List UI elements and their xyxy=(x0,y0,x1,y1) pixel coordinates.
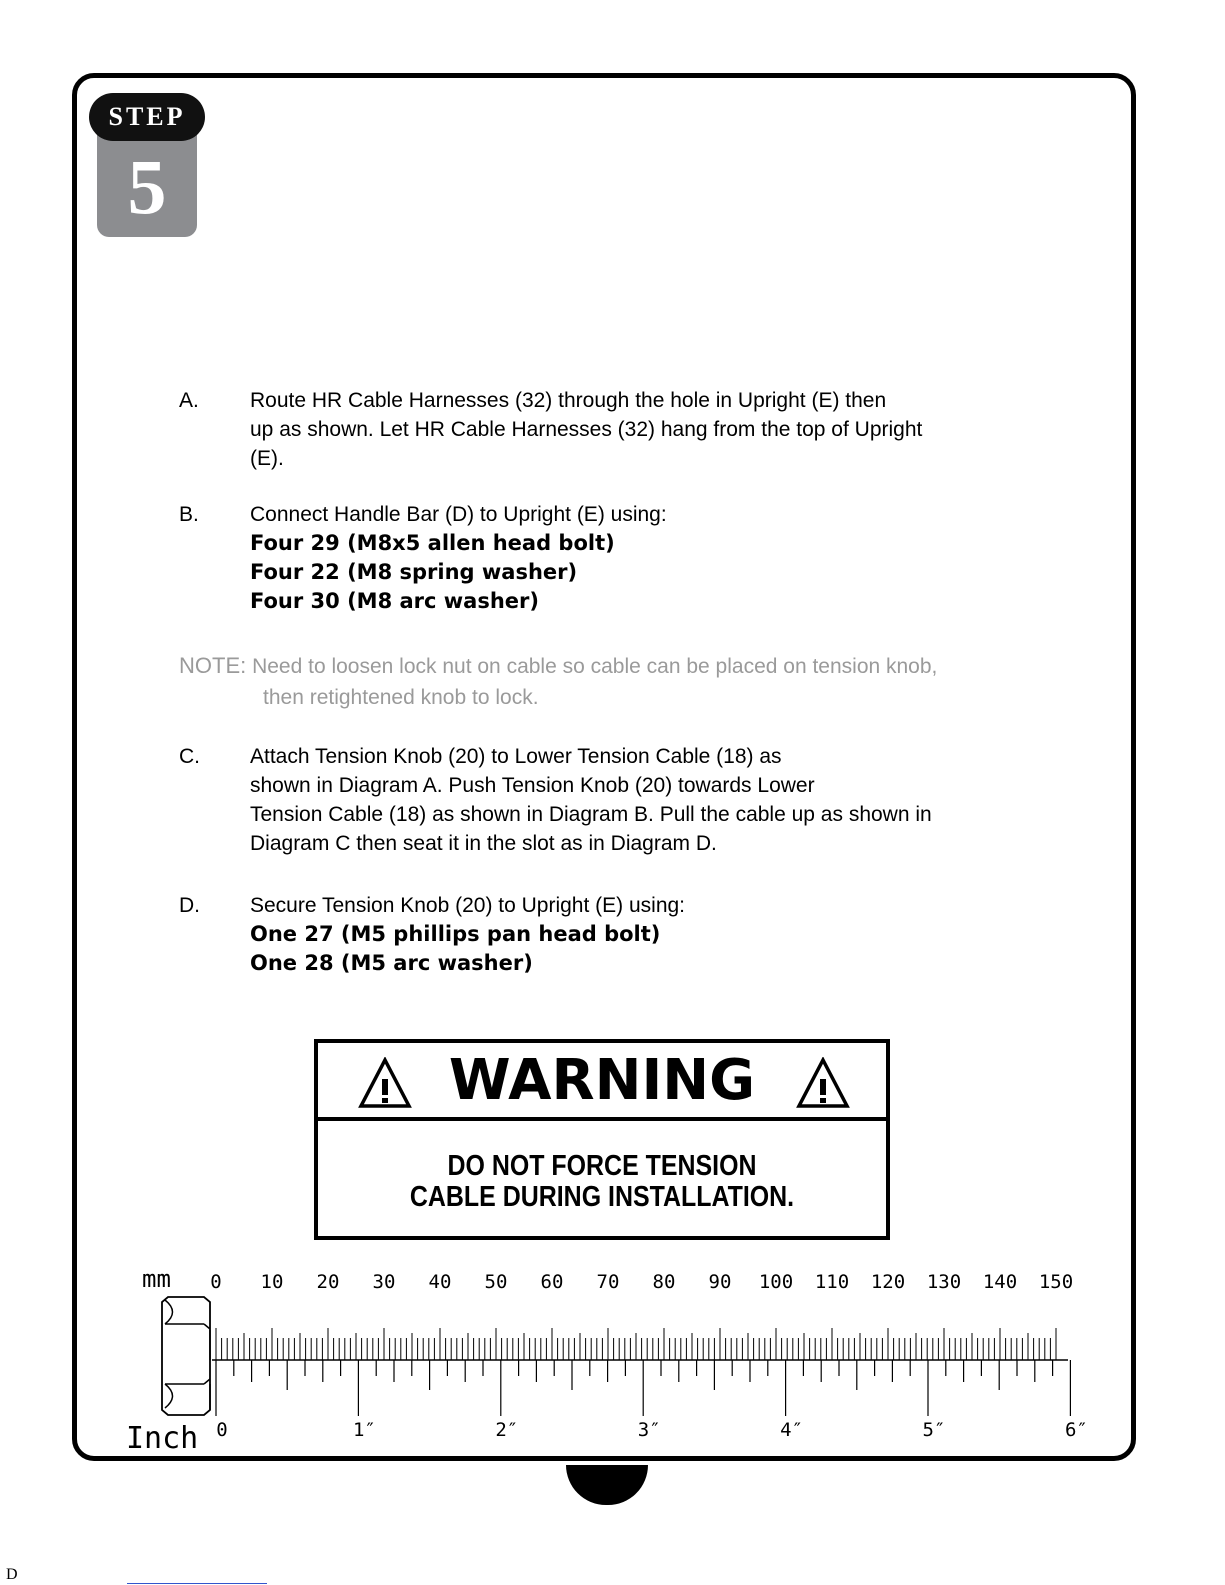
instruction-line: (E). xyxy=(250,447,284,470)
inch-scale-labels xyxy=(216,1419,1088,1441)
step-label: STEP xyxy=(89,93,205,141)
mm-tick-label: 140 xyxy=(982,1271,1018,1293)
hardware-line: One 27 (M5 phillips pan head bolt) xyxy=(250,922,661,946)
mm-ticks xyxy=(216,1328,1056,1360)
step-badge xyxy=(89,93,205,239)
note-line-2: then retightened knob to lock. xyxy=(263,686,539,709)
mm-tick-label: 40 xyxy=(428,1271,452,1293)
hardware-line: Four 30 (M8 arc washer) xyxy=(250,589,539,613)
measurement-ruler xyxy=(120,1262,1110,1462)
bolt-head-icon xyxy=(162,1297,210,1415)
inch-ticks xyxy=(216,1360,1070,1416)
note xyxy=(179,650,1079,713)
inch-tick-label: 6″ xyxy=(1064,1419,1088,1441)
mm-tick-label: 90 xyxy=(708,1271,732,1293)
footer-letter: D xyxy=(6,1566,18,1583)
mm-label: mm xyxy=(142,1265,171,1293)
instruction-letter: D. xyxy=(179,894,200,917)
instruction-line: Secure Tension Knob (20) to Upright (E) using: xyxy=(250,894,686,917)
hardware-line: Four 29 (M8x5 allen head bolt) xyxy=(250,531,615,555)
mm-scale-labels xyxy=(210,1271,1073,1293)
mm-tick-label: 100 xyxy=(758,1271,794,1293)
inch-tick-label: 5″ xyxy=(922,1419,946,1441)
hardware-line: One 28 (M5 arc washer) xyxy=(250,951,533,975)
mm-tick-label: 30 xyxy=(372,1271,396,1293)
footer-link-underline xyxy=(127,1583,267,1584)
note-line-1: Need to loosen lock nut on cable so cable can be placed on tension knob, xyxy=(246,655,938,678)
instruction-line: Route HR Cable Harnesses (32) through the hole in Upright (E) then xyxy=(250,389,887,412)
mm-tick-label: 60 xyxy=(540,1271,564,1293)
warning-line-2: CABLE DURING INSTALLATION. xyxy=(409,1181,795,1213)
instruction-letter: B. xyxy=(179,503,199,526)
mm-tick-label: 150 xyxy=(1038,1271,1074,1293)
mm-tick-label: 20 xyxy=(316,1271,340,1293)
inch-tick-label: 3″ xyxy=(637,1419,661,1441)
warning-title: WARNING xyxy=(448,1048,756,1113)
warning-box xyxy=(314,1039,890,1240)
instruction-line: up as shown. Let HR Cable Harnesses (32) hang from the top of Upright xyxy=(250,418,923,441)
warning-header xyxy=(318,1043,886,1121)
inch-tick-label: 2″ xyxy=(495,1419,519,1441)
mm-tick-label: 50 xyxy=(484,1271,508,1293)
inch-label: Inch xyxy=(126,1421,199,1456)
inch-tick-label: 4″ xyxy=(780,1419,804,1441)
page-tab xyxy=(566,1465,648,1505)
instruction-letter: C. xyxy=(179,745,200,768)
step-number: 5 xyxy=(127,143,167,230)
mm-tick-label: 110 xyxy=(814,1271,850,1293)
warning-message xyxy=(358,1151,846,1213)
mm-tick-label: 120 xyxy=(870,1271,906,1293)
inch-tick-label: 1″ xyxy=(352,1419,376,1441)
instruction-line: shown in Diagram A. Push Tension Knob (20) towards Lower xyxy=(250,774,815,797)
inch-tick-label: 0 xyxy=(216,1419,228,1441)
hardware-line: Four 22 (M8 spring washer) xyxy=(250,560,578,584)
mm-tick-label: 70 xyxy=(596,1271,620,1293)
instruction-line: Diagram C then seat it in the slot as in Diagram D. xyxy=(250,832,717,855)
warning-line-1: DO NOT FORCE TENSION xyxy=(447,1150,757,1182)
note-label: NOTE: xyxy=(179,653,247,678)
mm-tick-label: 80 xyxy=(652,1271,676,1293)
mm-tick-label: 10 xyxy=(260,1271,284,1293)
mm-tick-label: 130 xyxy=(926,1271,962,1293)
warning-triangle-icon xyxy=(796,1057,850,1109)
instruction-line: Attach Tension Knob (20) to Lower Tension Cable (18) as xyxy=(250,745,782,768)
instruction-line: Tension Cable (18) as shown in Diagram B. Pull the cable up as shown in xyxy=(250,803,932,826)
instruction-line: Connect Handle Bar (D) to Upright (E) using: xyxy=(250,503,667,526)
mm-tick-label: 0 xyxy=(210,1271,222,1293)
instruction-letter: A. xyxy=(179,389,199,412)
